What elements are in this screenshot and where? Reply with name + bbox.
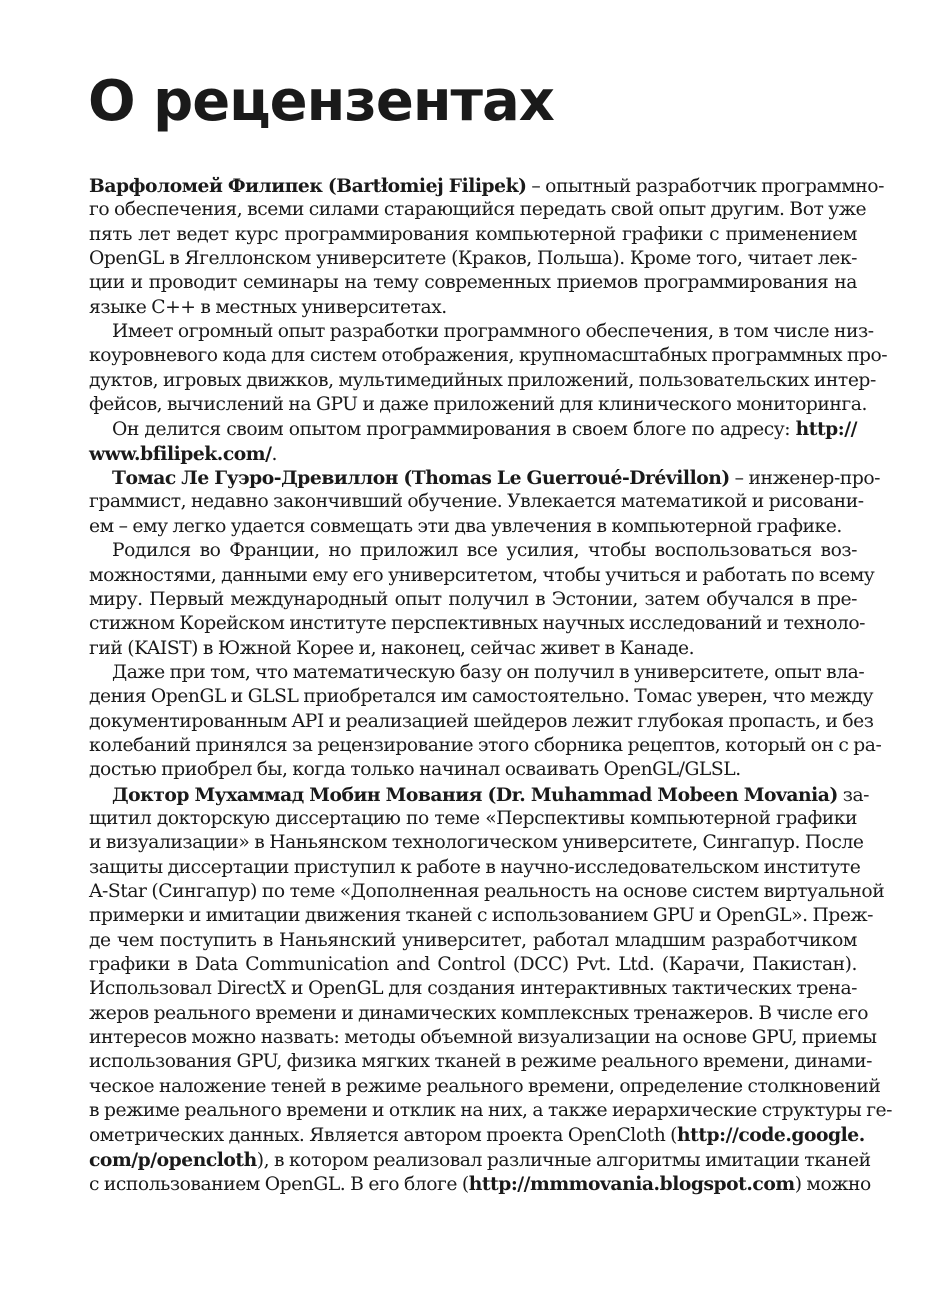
text-line — [89, 369, 876, 393]
bold-text: Доктор Мухаммад Мобин Мования (Dr. Muhammad Mobeen Movania) — [112, 783, 838, 806]
text-line — [89, 637, 857, 661]
text-line — [89, 417, 857, 441]
text-segment: Он делится своим опытом программирования в своем блоге по адресу: — [112, 419, 796, 441]
text-segment: с использованием OpenGL. В его блоге ( — [89, 1174, 469, 1196]
text-line — [89, 1148, 871, 1172]
text-line — [89, 247, 857, 271]
text-segment: ) можно — [794, 1174, 871, 1196]
text-segment: го обеспечения, всеми силами старающийся передать свой опыт другим. Вот уже — [89, 199, 867, 221]
text-segment: за- — [837, 784, 870, 806]
bold-text: com/p/opencloth — [89, 1148, 257, 1171]
text-segment: де чем поступить в Наньянский университет, работал младшим разработчиком — [89, 929, 857, 951]
bold-text: http://code.google. — [677, 1124, 865, 1147]
text-segment: – опытный разработчик программно- — [526, 176, 884, 197]
text-segment: защиты диссертации приступил к работе в научно-исследовательском институте — [89, 856, 861, 878]
text-line — [89, 1099, 893, 1123]
text-segment: . — [271, 443, 277, 465]
text-segment: OpenGL в Ягеллонском университете (Краков, Польша). Кроме того, читает лек- — [89, 248, 857, 270]
text-line — [89, 807, 857, 831]
text-segment: использования GPU, физика мягких тканей в режиме реального времени, динами- — [89, 1051, 872, 1073]
bold-text: Варфоломей Филипек (Bartłomiej Filipek) — [89, 175, 527, 197]
text-line — [89, 783, 870, 807]
text-segment: графики в Data Communication and Control (DCC) Pvt. Ltd. (Карачи, Пакистан). — [89, 954, 857, 975]
text-segment: пять лет ведет курс программирования компьютерной графики с применением — [89, 223, 857, 245]
text-line — [89, 442, 857, 466]
page-title: О рецензентах — [88, 69, 554, 134]
text-line — [89, 296, 857, 320]
text-line — [89, 1026, 877, 1050]
text-line — [89, 734, 882, 758]
text-segment: гий (KAIST) в Южной Корее и, наконец, сейчас живет в Канаде. — [89, 637, 695, 659]
text-segment: интересов можно назвать: методы объемной визуализации на основе GPU, приемы — [89, 1027, 877, 1049]
text-segment: щитил докторскую диссертацию по теме «Перспективы компьютерной графики — [89, 807, 857, 829]
text-segment: коуровневого кода для систем отображения, крупномасштабных программных про- — [89, 345, 888, 367]
text-line — [89, 1002, 869, 1026]
text-line — [89, 539, 857, 563]
text-line — [89, 685, 874, 709]
text-line — [89, 393, 867, 417]
text-line — [89, 856, 861, 880]
text-segment: фейсов, вычислений на GPU и даже приложений для клинического мониторинга. — [89, 394, 867, 416]
text-segment: и визуализации» в Наньянском технологическом университете, Сингапур. После — [89, 832, 864, 854]
text-line — [89, 977, 857, 1001]
text-line — [89, 564, 875, 588]
text-line — [89, 929, 857, 953]
text-line — [89, 271, 857, 295]
text-line — [89, 1172, 871, 1196]
text-segment: миру. Первый международный опыт получил в Эстонии, затем обучался в пре- — [89, 588, 857, 610]
text-segment: дения OpenGL и GLSL приобретался им самостоятельно. Томас уверен, что между — [89, 686, 874, 708]
text-segment: стижном Корейском институте перспективных научных исследований и техноло- — [89, 613, 866, 635]
text-line — [89, 223, 857, 247]
text-segment: документированным API и реализацией шейдеров лежит глубокая пропасть, и без — [89, 710, 874, 732]
text-segment: ометрических данных. Является автором проекта OpenCloth ( — [89, 1125, 678, 1147]
text-segment: жеров реального времени и динамических комплексных тренажеров. В числе его — [89, 1002, 869, 1024]
text-line — [89, 174, 884, 198]
reviewers-text — [89, 174, 893, 1196]
text-segment: можностями, данными ему его университетом, чтобы учиться и работать по всему — [89, 564, 875, 586]
text-segment: Родился во Франции, но приложил все усилия, чтобы воспользоваться воз- — [112, 540, 857, 562]
text-line — [89, 831, 864, 855]
text-segment: дуктов, игровых движков, мультимедийных приложений, пользовательских интер- — [89, 369, 876, 391]
text-segment: ), в котором реализовал различные алгоритмы имитации тканей — [256, 1149, 871, 1171]
text-line — [89, 490, 864, 514]
text-segment: Имеет огромный опыт разработки программного обеспечения, в том числе низ- — [112, 321, 874, 343]
text-line — [89, 344, 888, 368]
text-segment: Даже при том, что математическую базу он получил в университете, опыт вла- — [112, 661, 865, 683]
text-segment: примерки и имитации движения тканей с использованием GPU и OpenGL». Преж- — [89, 905, 874, 927]
text-line — [89, 320, 874, 344]
text-segment: A-Star (Сингапур) по теме «Дополненная реальность на основе систем виртуальной — [89, 880, 885, 902]
text-segment: колебаний принялся за рецензирование этого сборника рецептов, который он с ра- — [89, 734, 882, 756]
text-segment: ем – ему легко удается совмещать эти два увлечения в компьютерной графике. — [89, 515, 842, 537]
text-line — [89, 953, 857, 977]
text-segment: достью приобрел бы, когда только начинал осваивать OpenGL/GLSL. — [89, 759, 741, 781]
text-line — [89, 661, 865, 685]
text-line — [89, 198, 867, 222]
text-line — [89, 758, 857, 782]
text-line — [89, 1050, 872, 1074]
text-line — [89, 904, 874, 928]
text-segment: Использовал DirectX и OpenGL для создания интерактивных тактических трена- — [89, 978, 857, 1000]
text-line — [89, 588, 857, 612]
text-line — [89, 1075, 881, 1099]
text-line — [89, 515, 857, 539]
text-line — [89, 880, 885, 904]
bold-text: www.bfilipek.com/ — [89, 442, 272, 465]
text-segment: – инженер-про- — [729, 468, 880, 490]
bold-text: http://mmmovania.blogspot.com — [468, 1173, 795, 1196]
text-line — [89, 1123, 865, 1147]
text-segment: ции и проводит семинары на тему современных приемов программирования на — [89, 272, 857, 294]
text-segment: граммист, недавно закончивший обучение. Увлекается математикой и рисовани- — [89, 491, 864, 513]
text-segment: в режиме реального времени и отклик на них, а также иерархические структуры ге- — [89, 1100, 893, 1122]
bold-text: http:// — [795, 418, 857, 441]
text-line — [89, 612, 866, 636]
text-segment: языке C++ в местных университетах. — [89, 296, 447, 318]
text-line — [89, 710, 874, 734]
text-line — [89, 466, 880, 490]
bold-text: Томас Ле Гуэро-Древиллон (Thomas Le Guerroué-Drévillon) — [112, 467, 730, 490]
text-segment: ческое наложение теней в режиме реального времени, определение столкновений — [89, 1075, 881, 1097]
